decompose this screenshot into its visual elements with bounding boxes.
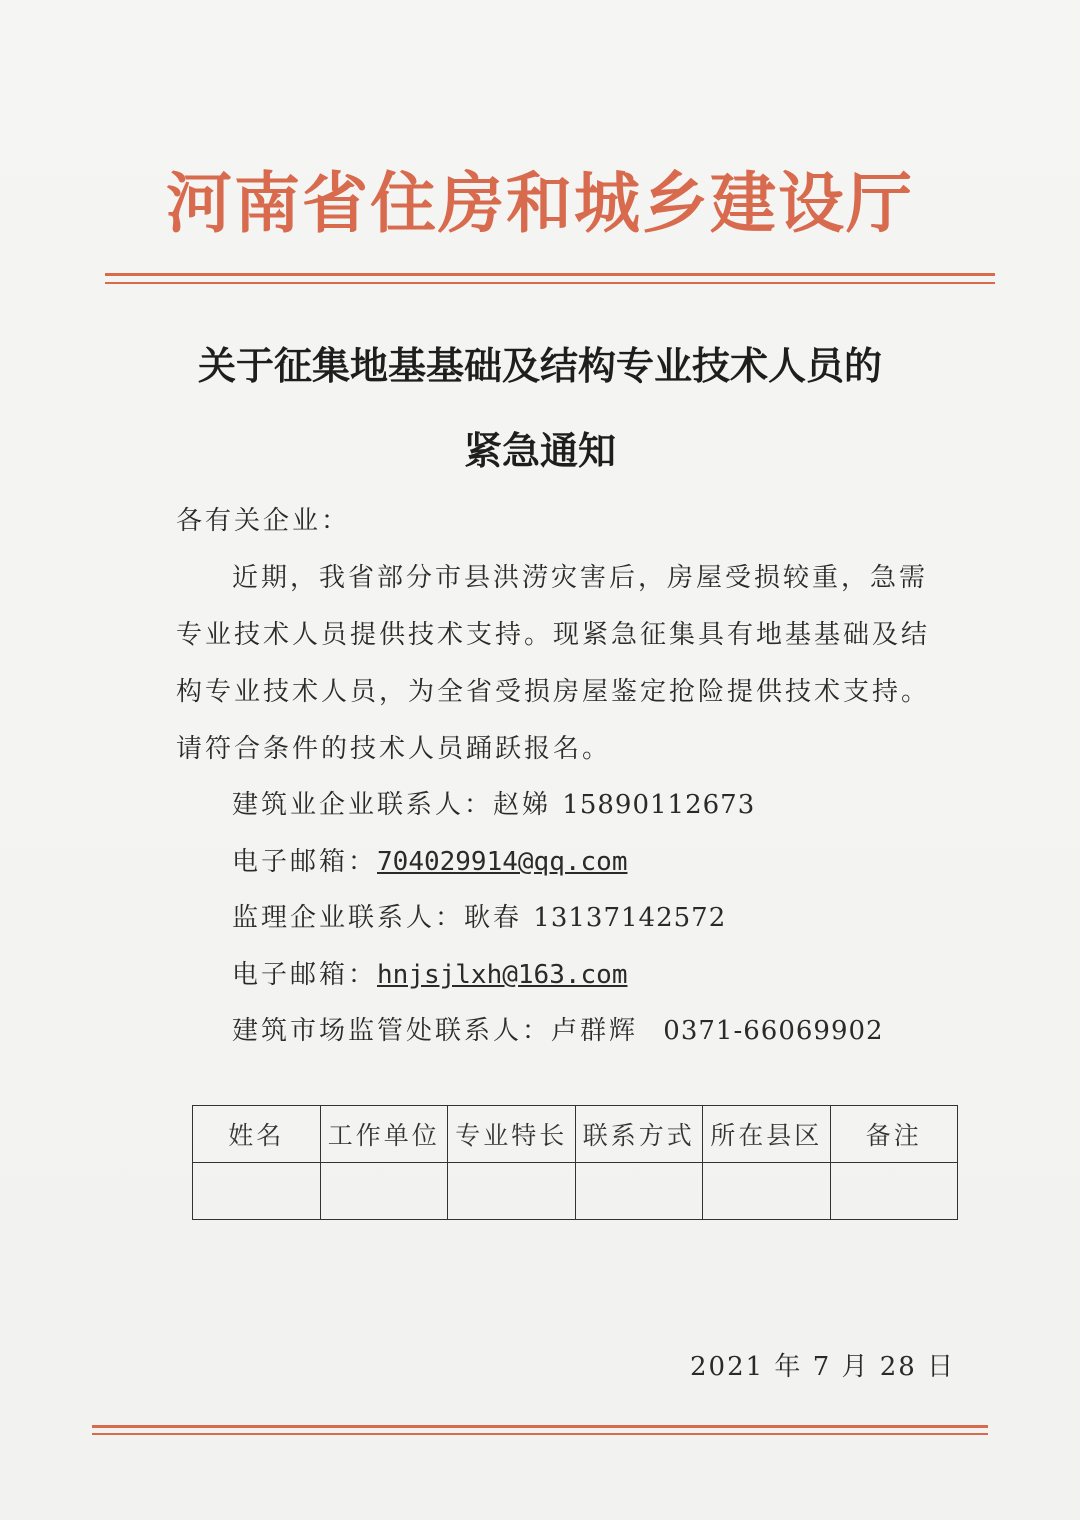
col-header-name: 姓名: [193, 1106, 321, 1163]
contact-market-name: 卢群辉: [551, 1016, 639, 1046]
body-line-4: 请符合条件的技术人员踊跃报名。: [176, 734, 612, 764]
letterhead-rule-top: [105, 273, 995, 276]
email-label-2: 电子邮箱：: [232, 960, 378, 990]
col-header-remarks: 备注: [830, 1106, 958, 1163]
contact-market: [232, 1010, 884, 1047]
col-header-specialty: 专业特长: [448, 1106, 576, 1163]
notice-title-line1: 关于征集地基基础及结构专业技术人员的: [197, 344, 882, 388]
footer-rule: [92, 1425, 988, 1428]
contact-email-2: [232, 954, 627, 991]
table-cell-remarks: [830, 1163, 958, 1220]
body-line-1: 近期，我省部分市县洪涝灾害后，房屋受损较重，急需: [232, 563, 929, 593]
contact-construction: [232, 784, 755, 821]
contact-email-1: [232, 841, 627, 878]
table-cell-contact: [575, 1163, 703, 1220]
table-row: [193, 1163, 958, 1220]
issue-date: 2021 年 7 月 28 日: [690, 1352, 956, 1382]
contact-construction-phone: 15890112673: [562, 790, 756, 820]
body-line-3: 构专业技术人员，为全省受损房屋鉴定抢险提供技术支持。: [176, 677, 931, 707]
col-header-employer: 工作单位: [320, 1106, 448, 1163]
salutation: 各有关企业：: [176, 506, 351, 536]
contact-construction-label: 建筑业企业联系人：: [232, 790, 494, 820]
contact-construction-name: 赵娣: [493, 790, 552, 820]
table-header-row: [193, 1106, 958, 1163]
registration-table: [192, 1105, 958, 1220]
contact-supervision: [232, 897, 726, 934]
col-header-contact: 联系方式: [575, 1106, 703, 1163]
letterhead-rule-top-thin: [105, 282, 995, 284]
footer-rule-thin: [92, 1433, 988, 1435]
table-cell-county: [703, 1163, 831, 1220]
notice-title-line2: 紧急通知: [463, 429, 616, 473]
contact-market-phone: 0371-66069902: [663, 1016, 884, 1046]
contact-supervision-phone: 13137142572: [533, 903, 727, 933]
table-cell-name: [193, 1163, 321, 1220]
contact-supervision-name: 耿春: [464, 903, 523, 933]
table-cell-employer: [320, 1163, 448, 1220]
col-header-county: 所在县区: [703, 1106, 831, 1163]
body-line-2: 专业技术人员提供技术支持。现紧急征集具有地基基础及结: [176, 620, 931, 650]
email-link-1[interactable]: 704029914@qq.com: [377, 847, 628, 877]
agency-letterhead: 河南省住房和城乡建设厅: [166, 165, 914, 242]
table-cell-specialty: [448, 1163, 576, 1220]
email-link-2[interactable]: hnjsjlxh@163.com: [377, 960, 628, 990]
contact-supervision-label: 监理企业联系人：: [232, 903, 465, 933]
contact-market-label: 建筑市场监管处联系人：: [232, 1016, 552, 1046]
email-label-1: 电子邮箱：: [232, 847, 378, 877]
